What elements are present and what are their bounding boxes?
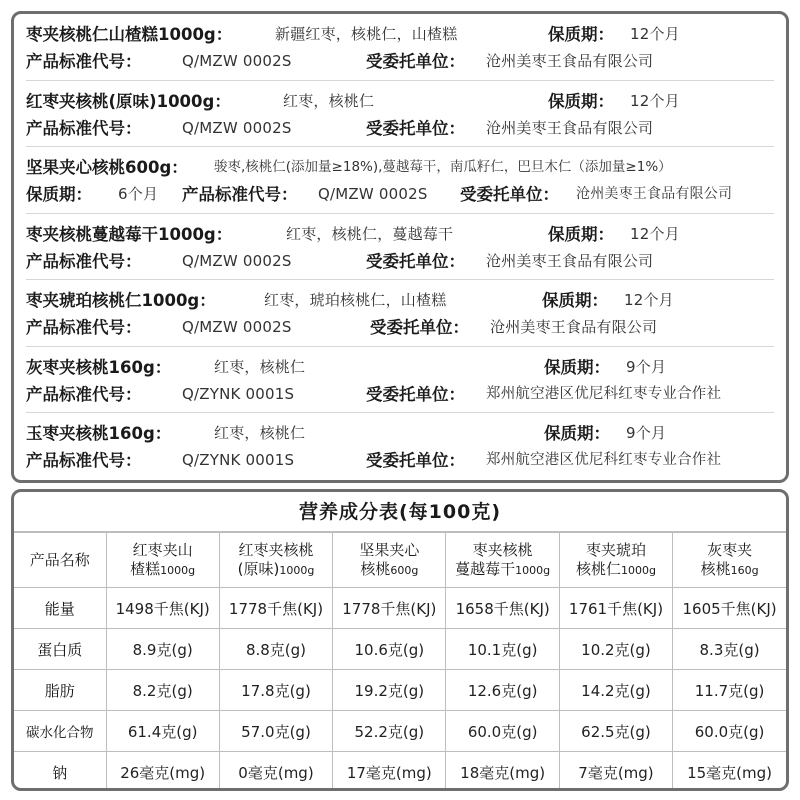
product-name: 红枣夹核桃(原味)1000g： <box>26 91 231 111</box>
product-name: 灰枣夹核桃160g： <box>26 357 172 377</box>
table-cell: 10.6克(g) <box>333 629 446 670</box>
product-ingredients: 红枣，核桃仁 <box>214 357 306 376</box>
table-cell: 1658千焦(KJ) <box>446 588 559 629</box>
column-header-weight: 600g <box>390 563 419 577</box>
table-cell: 57.0克(g) <box>219 711 332 752</box>
standard-code-value: Q/ZYNK 0001S <box>182 384 295 403</box>
product-ingredients: 红枣，核桃仁 <box>214 424 306 442</box>
product-name: 玉枣夹核桃160g： <box>26 424 172 443</box>
product-entry <box>26 413 774 480</box>
product-entry <box>26 147 774 214</box>
product-name: 枣夹核桃蔓越莓干1000g： <box>26 224 233 244</box>
table-cell: 1778千焦(KJ) <box>333 588 446 629</box>
column-header-weight: 1000g <box>515 563 551 577</box>
table-cell: 1761千焦(KJ) <box>559 588 672 629</box>
table-cell: 8.8克(g) <box>219 629 332 670</box>
product-name: 枣夹核桃仁山楂糕1000g： <box>26 25 233 44</box>
manufacturer-label: 受委托单位： <box>370 318 469 337</box>
row-label: 能量 <box>14 588 106 629</box>
corner-header: 产品名称 <box>14 533 106 588</box>
column-header <box>446 533 559 588</box>
shelf-life-label: 保质期： <box>542 291 608 310</box>
table-cell: 0毫克(mg) <box>219 752 332 792</box>
product-ingredients: 红枣，核桃仁 <box>283 91 375 110</box>
standard-code-value: Q/MZW 0002S <box>182 251 292 270</box>
manufacturer-value: 沧州美枣王食品有限公司 <box>486 118 654 137</box>
manufacturer-value: 郑州航空港区优尼科红枣专业合作社 <box>486 452 722 468</box>
nutrition-row-fat <box>14 670 786 711</box>
column-header-line1: 坚果夹心 <box>359 540 420 559</box>
standard-code-label: 产品标准代号： <box>26 118 142 138</box>
product-ingredients: 红枣，核桃仁，蔓越莓干 <box>286 224 454 243</box>
manufacturer-label: 受委托单位： <box>366 384 465 404</box>
product-name: 坚果夹心核桃600g： <box>26 158 188 177</box>
shelf-life-value: 12个月 <box>630 25 680 43</box>
standard-code-value: Q/MZW 0002S <box>182 118 292 137</box>
product-name: 枣夹琥珀核桃仁1000g： <box>26 291 216 310</box>
product-ingredients: 新疆红枣，核桃仁，山楂糕 <box>275 25 458 43</box>
table-cell: 10.2克(g) <box>559 629 672 670</box>
standard-code-value: Q/MZW 0002S <box>182 318 292 336</box>
product-entry <box>26 347 774 414</box>
column-header-line1: 红枣夹核桃 <box>238 540 314 559</box>
table-cell: 1498千焦(KJ) <box>106 588 219 629</box>
shelf-life-label: 保质期： <box>544 424 610 443</box>
column-header-line1: 灰枣夹 <box>707 540 753 559</box>
row-label: 脂肪 <box>14 670 106 711</box>
shelf-life-value: 9个月 <box>626 357 667 376</box>
table-cell: 61.4克(g) <box>106 711 219 752</box>
standard-code-label: 产品标准代号： <box>26 318 142 337</box>
table-cell: 19.2克(g) <box>333 670 446 711</box>
table-cell: 8.2克(g) <box>106 670 219 711</box>
table-cell: 60.0克(g) <box>673 711 786 752</box>
product-entry <box>26 14 774 81</box>
nutrition-table <box>14 532 786 791</box>
column-header-line2: 核桃 <box>360 559 391 578</box>
table-cell: 15毫克(mg) <box>673 752 786 792</box>
table-cell: 14.2克(g) <box>559 670 672 711</box>
column-header-line1: 红枣夹山 <box>132 540 193 559</box>
manufacturer-label: 受委托单位： <box>366 451 465 470</box>
manufacturer-value: 郑州航空港区优尼科红枣专业合作社 <box>486 385 722 402</box>
manufacturer-label: 受委托单位： <box>366 118 465 138</box>
manufacturer-value: 沧州美枣王食品有限公司 <box>486 251 654 270</box>
product-entry <box>26 81 774 148</box>
column-header <box>673 533 786 588</box>
standard-code-label: 产品标准代号： <box>182 185 298 204</box>
product-ingredients: 骏枣,核桃仁(添加量≥18%),蔓越莓干，南瓜籽仁，巴旦木仁（添加量≥1%） <box>214 159 672 175</box>
column-header-weight: 1000g <box>160 563 196 577</box>
table-cell: 7毫克(mg) <box>559 752 672 792</box>
manufacturer-value: 沧州美枣王食品有限公司 <box>486 52 654 70</box>
column-header-line2: 蔓越莓干 <box>455 559 516 578</box>
column-header <box>559 533 672 588</box>
column-header <box>219 533 332 588</box>
table-cell: 62.5克(g) <box>559 711 672 752</box>
column-header-line1: 枣夹琥珀 <box>585 540 646 559</box>
table-cell: 1605千焦(KJ) <box>673 588 786 629</box>
manufacturer-label: 受委托单位： <box>366 251 465 271</box>
table-cell: 1778千焦(KJ) <box>219 588 332 629</box>
manufacturer-label: 受委托单位： <box>460 185 559 204</box>
product-ingredients: 红枣，琥珀核桃仁，山楂糕 <box>264 291 447 309</box>
manufacturer-label: 受委托单位： <box>366 52 465 71</box>
manufacturer-value: 沧州美枣王食品有限公司 <box>576 186 733 202</box>
nutrition-row-protein <box>14 629 786 670</box>
nutrition-title: 营养成分表(每100克) <box>14 492 786 532</box>
shelf-life-value: 12个月 <box>630 224 680 243</box>
column-header-weight: 160g <box>730 563 759 577</box>
table-cell: 10.1克(g) <box>446 629 559 670</box>
product-entry <box>26 280 774 347</box>
table-cell: 60.0克(g) <box>446 711 559 752</box>
table-cell: 8.9克(g) <box>106 629 219 670</box>
table-cell: 8.3克(g) <box>673 629 786 670</box>
standard-code-label: 产品标准代号： <box>26 384 142 404</box>
shelf-life-label: 保质期： <box>26 185 92 204</box>
column-header-line2: (原味) <box>237 559 280 578</box>
column-header-line2: 核桃仁 <box>575 559 621 578</box>
nutrition-row-energy <box>14 588 786 629</box>
table-cell: 26毫克(mg) <box>106 752 219 792</box>
column-header <box>106 533 219 588</box>
standard-code-value: Q/ZYNK 0001S <box>182 451 295 469</box>
table-cell: 17毫克(mg) <box>333 752 446 792</box>
nutrition-row-carbohydrate <box>14 711 786 752</box>
table-cell: 52.2克(g) <box>333 711 446 752</box>
shelf-life-label: 保质期： <box>548 224 614 244</box>
nutrition-header-row <box>14 533 786 588</box>
nutrition-row-sodium <box>14 752 786 792</box>
column-header-weight: 1000g <box>279 563 315 577</box>
shelf-life-value: 9个月 <box>626 424 667 442</box>
standard-code-value: Q/MZW 0002S <box>182 52 292 70</box>
shelf-life-label: 保质期： <box>548 91 614 111</box>
column-header-line2: 核桃 <box>700 559 731 578</box>
table-cell: 18毫克(mg) <box>446 752 559 792</box>
standard-code-label: 产品标准代号： <box>26 52 142 71</box>
shelf-life-value: 12个月 <box>624 291 674 309</box>
standard-code-value: Q/MZW 0002S <box>318 185 428 203</box>
shelf-life-label: 保质期： <box>544 357 610 377</box>
product-entry <box>26 214 774 281</box>
product-info-card <box>11 11 789 483</box>
row-label: 钠 <box>14 752 106 792</box>
shelf-life-label: 保质期： <box>548 25 614 44</box>
shelf-life-value: 6个月 <box>118 185 159 203</box>
standard-code-label: 产品标准代号： <box>26 251 142 271</box>
row-label: 碳水化合物 <box>14 711 106 752</box>
nutrition-facts-card <box>11 489 789 791</box>
column-header-line2: 楂糕 <box>130 559 161 578</box>
row-label: 蛋白质 <box>14 629 106 670</box>
column-header-weight: 1000g <box>620 563 656 577</box>
shelf-life-value: 12个月 <box>630 91 680 110</box>
table-cell: 12.6克(g) <box>446 670 559 711</box>
column-header <box>333 533 446 588</box>
standard-code-label: 产品标准代号： <box>26 451 142 470</box>
manufacturer-value: 沧州美枣王食品有限公司 <box>490 318 658 336</box>
column-header-line1: 枣夹核桃 <box>472 540 533 559</box>
table-cell: 17.8克(g) <box>219 670 332 711</box>
table-cell: 11.7克(g) <box>673 670 786 711</box>
